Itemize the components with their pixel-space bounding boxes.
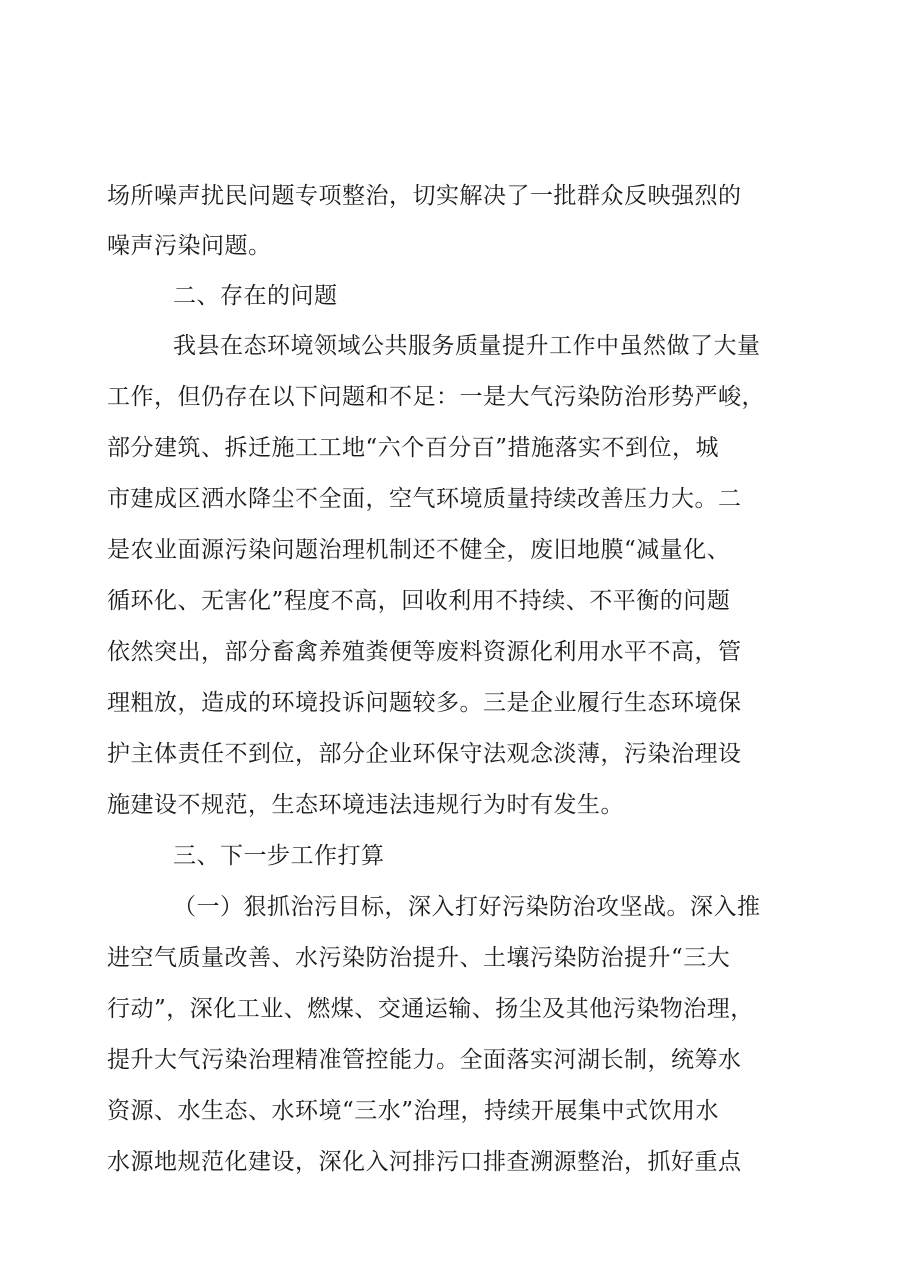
text-line [0, 530, 909, 570]
text-line-content: 护主体责任不到位，部分企业环保守法观念淡薄，污染治理设 [107, 741, 742, 767]
section-heading-text: 二、存在的问题 [173, 283, 338, 309]
text-line [0, 1142, 909, 1182]
section-heading [0, 276, 909, 316]
text-line [0, 377, 909, 417]
text-line-content: 循环化、无害化”程度不高，回收利用不持续、不平衡的问题 [107, 588, 731, 614]
text-line-content: 水源地规范化建设，深化入河排污口排查溯源整治，抓好重点 [107, 1149, 742, 1175]
text-line [0, 1091, 909, 1131]
text-line-content: 理粗放，造成的环境投诉问题较多。三是企业履行生态环境保 [107, 690, 742, 716]
text-line [0, 581, 909, 621]
text-line-content: 场所噪声扰民问题专项整治，切实解决了一批群众反映强烈的 [107, 183, 742, 209]
text-line-content: 噪声污染问题。 [107, 233, 272, 259]
section-heading [0, 836, 909, 876]
section-heading-text: 三、下一步工作打算 [173, 843, 385, 869]
text-line-content: 提升大气污染治理精准管控能力。全面落实河湖长制，统筹水 [107, 1047, 742, 1073]
text-line [0, 785, 909, 825]
text-line [0, 938, 909, 978]
text-line-content: 资源、水生态、水环境“三水”治理，持续开展集中式饮用水 [107, 1098, 720, 1124]
text-line-content: 部分建筑、拆迁施工工地“六个百分百”措施落实不到位，城 [107, 435, 720, 461]
text-line-content: 行动”，深化工业、燃煤、交通运输、扬尘及其他污染物治理， [107, 996, 754, 1022]
text-line [0, 226, 909, 266]
text-line-content: 依然突出，部分畜禽养殖粪便等废料资源化利用水平不高，管 [107, 639, 742, 665]
text-line [0, 428, 909, 468]
text-line [0, 683, 909, 723]
text-line [0, 632, 909, 672]
text-line-content: 是农业面源污染问题治理机制还不健全，废旧地膜“减量化、 [107, 537, 731, 563]
text-line [0, 479, 909, 519]
text-line [0, 1040, 909, 1080]
text-line-content: 市建成区洒水降尘不全面，空气环境质量持续改善压力大。二 [107, 486, 742, 512]
text-line [0, 176, 909, 216]
text-line [0, 989, 909, 1029]
text-line [0, 734, 909, 774]
paragraph-first-line [0, 887, 909, 927]
text-line-content: （一）狠抓治污目标，深入打好污染防治攻坚战。深入推 [173, 894, 761, 920]
paragraph-first-line [0, 326, 909, 366]
text-line-content: 施建设不规范，生态环境违法违规行为时有发生。 [107, 792, 624, 818]
text-line-content: 我县在态环境领域公共服务质量提升工作中虽然做了大量 [173, 333, 761, 359]
text-line-content: 工作，但仍存在以下问题和不足：一是大气污染防治形势严峻， [107, 384, 765, 410]
text-line-content: 进空气质量改善、水污染防治提升、土壤污染防治提升“三大 [107, 945, 731, 971]
